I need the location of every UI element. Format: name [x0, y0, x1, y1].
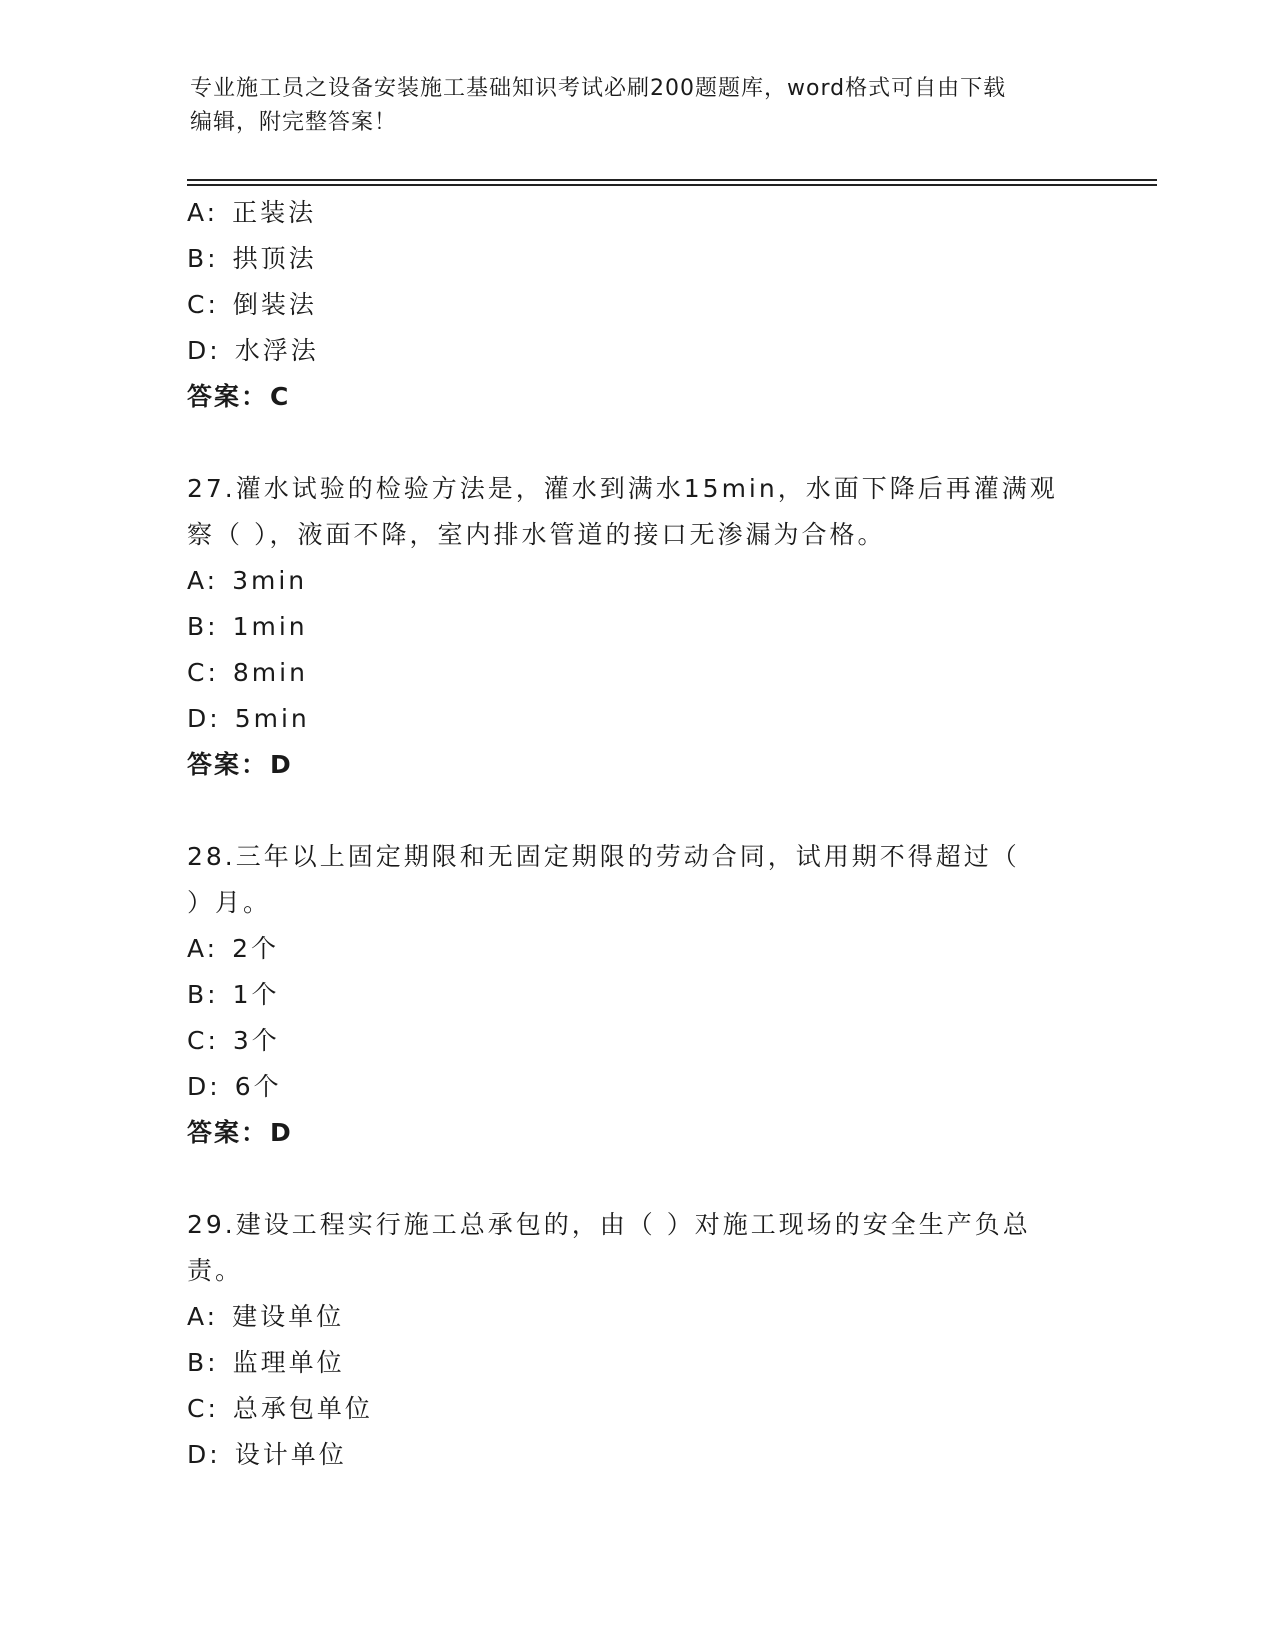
- option-key: B:: [187, 612, 219, 641]
- option-c: [187, 282, 1087, 328]
- option-a: [187, 190, 1087, 236]
- spacer: [187, 420, 1087, 466]
- option-key: B:: [187, 980, 219, 1009]
- answer-label: 答案：: [187, 382, 269, 411]
- answer-line: [187, 374, 1087, 420]
- option-text: 5min: [234, 704, 310, 733]
- option-b: [187, 604, 1087, 650]
- question-text-line-2: 察（ ），液面不降，室内排水管道的接口无渗漏为合格。: [187, 520, 886, 549]
- option-text: 8min: [232, 658, 308, 687]
- option-a: [187, 558, 1087, 604]
- option-text: 3min: [232, 566, 308, 595]
- option-c: [187, 1018, 1087, 1064]
- option-text: 总承包单位: [232, 1394, 373, 1423]
- header-line-2: 编辑，附完整答案！: [190, 110, 398, 135]
- question-text: [187, 834, 1067, 926]
- option-key: C:: [187, 290, 219, 319]
- spacer: [187, 1156, 1087, 1202]
- question-27: [187, 466, 1087, 788]
- header-divider-top: [187, 179, 1157, 181]
- option-text: 水浮法: [234, 336, 319, 365]
- option-text: 正装法: [232, 198, 317, 227]
- question-text: [187, 1202, 1067, 1294]
- option-c: [187, 1386, 1087, 1432]
- option-text: 1个: [232, 980, 280, 1009]
- option-a: [187, 926, 1087, 972]
- option-key: D:: [187, 336, 221, 365]
- question-text-line-2: ）月。: [187, 888, 272, 917]
- option-d: [187, 328, 1087, 374]
- option-text: 建设单位: [232, 1302, 345, 1331]
- answer-value: C: [270, 382, 291, 411]
- option-b: [187, 972, 1087, 1018]
- option-text: 3个: [232, 1026, 280, 1055]
- option-text: 设计单位: [234, 1440, 347, 1469]
- option-d: [187, 696, 1087, 742]
- question-text-line-1: 28.三年以上固定期限和无固定期限的劳动合同，试用期不得超过（: [187, 842, 1020, 871]
- option-text: 6个: [234, 1072, 282, 1101]
- option-key: A:: [187, 566, 219, 595]
- option-key: A:: [187, 934, 219, 963]
- option-c: [187, 650, 1087, 696]
- option-key: C:: [187, 658, 219, 687]
- document-header: [190, 72, 1090, 140]
- option-key: C:: [187, 1394, 219, 1423]
- answer-label: 答案：: [187, 750, 269, 779]
- option-d: [187, 1064, 1087, 1110]
- question-text-line-1: 29.建设工程实行施工总承包的，由（ ）对施工现场的安全生产负总: [187, 1210, 1031, 1239]
- answer-label: 答案：: [187, 1118, 269, 1147]
- option-b: [187, 236, 1087, 282]
- option-d: [187, 1432, 1087, 1478]
- question-list: [187, 190, 1087, 1478]
- question-29: [187, 1202, 1087, 1478]
- option-key: A:: [187, 198, 219, 227]
- header-line-1: 专业施工员之设备安装施工基础知识考试必刷200题题库，word格式可自由下载: [190, 76, 1007, 101]
- option-text: 2个: [232, 934, 279, 963]
- spacer: [187, 788, 1087, 834]
- option-a: [187, 1294, 1087, 1340]
- answer-line: [187, 742, 1087, 788]
- option-text: 1min: [232, 612, 308, 641]
- answer-value: D: [270, 1118, 293, 1147]
- option-key: C:: [187, 1026, 219, 1055]
- option-b: [187, 1340, 1087, 1386]
- question-text-line-2: 责。: [187, 1256, 244, 1285]
- answer-line: [187, 1110, 1087, 1156]
- option-key: D:: [187, 1440, 221, 1469]
- question-text: [187, 466, 1067, 558]
- option-key: B:: [187, 1348, 219, 1377]
- question-text-line-1: 27.灌水试验的检验方法是，灌水到满水15min，水面下降后再灌满观: [187, 474, 1058, 503]
- answer-value: D: [270, 750, 293, 779]
- option-key: D:: [187, 704, 221, 733]
- header-divider-bottom: [187, 184, 1157, 186]
- question-26-options: [187, 190, 1087, 420]
- option-key: A:: [187, 1302, 219, 1331]
- option-text: 监理单位: [232, 1348, 345, 1377]
- option-text: 倒装法: [232, 290, 317, 319]
- option-key: D:: [187, 1072, 221, 1101]
- question-28: [187, 834, 1087, 1156]
- option-key: B:: [187, 244, 219, 273]
- option-text: 拱顶法: [232, 244, 317, 273]
